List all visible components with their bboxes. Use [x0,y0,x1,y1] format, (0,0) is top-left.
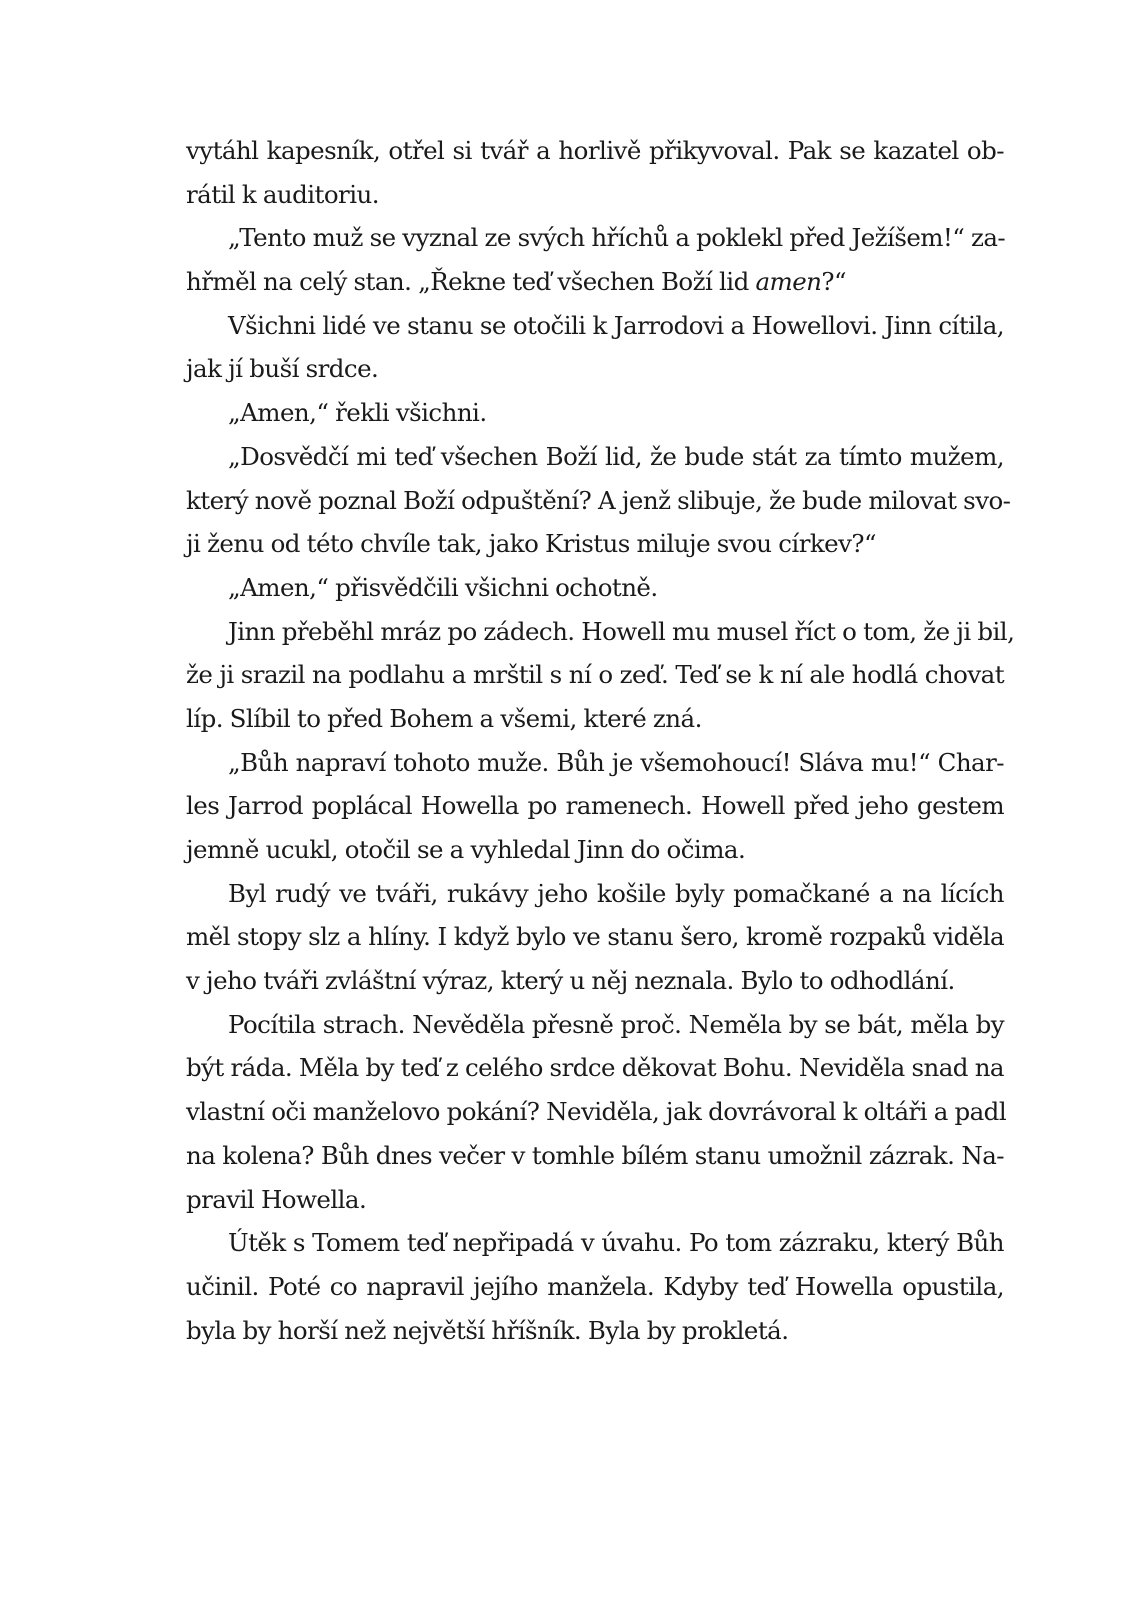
text-line: být ráda. Měla by teď z celého srdce děkovat Bohu. Neviděla snad na [186,1053,1004,1083]
text-line: na kolena? Bůh dnes večer v tomhle bílém stanu umožnil zázrak. Na- [186,1140,1004,1170]
text-line: „Bůh napraví tohoto muže. Bůh je všemohoucí! Sláva mu!“ Char- [228,747,1004,777]
text-line: byla by horší než největší hříšník. Byla by prokletá. [186,1315,789,1345]
paragraph [186,566,1004,610]
paragraph [186,129,1004,216]
paragraph [186,304,1004,391]
text-line: pravil Howella. [186,1184,367,1214]
text-line: „Amen,“ řekli všichni. [228,398,487,428]
paragraph [186,216,1004,303]
text-line: vytáhl kapesník, otřel si tvář a horlivě přikyvoval. Pak se kazatel ob- [186,136,1004,165]
text-line: les Jarrod poplácal Howella po ramenech. Howell před jeho gestem [186,791,1004,821]
text-line: Byl rudý ve tváři, rukávy jeho košile byly pomačkané a na lících [228,878,1004,908]
paragraph [186,741,1004,872]
paragraph [186,610,1015,741]
text-line: v jeho tváři zvláštní výraz, který u něj neznala. Bylo to odhodlání. [186,966,955,996]
text-line: měl stopy slz a hlíny. I když bylo ve stanu šero, kromě rozpaků viděla [186,922,1004,952]
paragraph [186,1221,1004,1352]
text-line: jak jí buší srdce. [186,354,379,384]
text-line: hřměl na celý stan. „Řekne teď všechen Boží lid amen?“ [186,267,846,297]
text-line: učinil. Poté co napravil jejího manžela. Kdyby teď Howella opustila, [186,1271,1004,1301]
text-line: Útěk s Tomem teď nepřipadá v úvahu. Po tom zázraku, který Bůh [228,1228,1004,1258]
text-line: jemně ucukl, otočil se a vyhledal Jinn do očima. [186,835,746,864]
text-line: „Dosvědčí mi teď všechen Boží lid, že bude stát za tímto mužem, [228,441,1004,471]
paragraph [186,1003,1007,1221]
paragraph [186,391,1004,435]
text-line: vlastní oči manželovo pokání? Neviděla, jak dovrávoral k oltáři a padl [186,1097,1007,1127]
body-text [186,129,1015,1352]
text-line: ji ženu od této chvíle tak, jako Kristus miluje svou církev?“ [186,529,876,559]
paragraph [186,435,1011,566]
italic-word: amen [755,267,822,297]
text-line: že ji srazil na podlahu a mrštil s ní o zeď. Teď se k ní ale hodlá chovat [186,660,1004,690]
text-line: Pocítila strach. Nevěděla přesně proč. Neměla by se bát, měla by [228,1009,1004,1039]
text-line: Všichni lidé ve stanu se otočili k Jarrodovi a Howellovi. Jinn cítila, [228,310,1004,340]
text-line: rátil k auditoriu. [186,179,379,209]
text-line: „Amen,“ přisvědčili všichni ochotně. [228,572,658,602]
text-line: který nově poznal Boží odpuštění? A jenž slibuje, že bude milovat svo- [186,485,1011,515]
paragraph [186,872,1004,1003]
text-line: líp. Slíbil to před Bohem a všemi, které zná. [186,703,702,733]
text-line: „Tento muž se vyznal ze svých hříchů a poklekl před Ježíšem!“ za- [228,223,1006,253]
text-line: Jinn přeběhl mráz po zádech. Howell mu musel říct o tom, že ji bil, [228,616,1015,646]
